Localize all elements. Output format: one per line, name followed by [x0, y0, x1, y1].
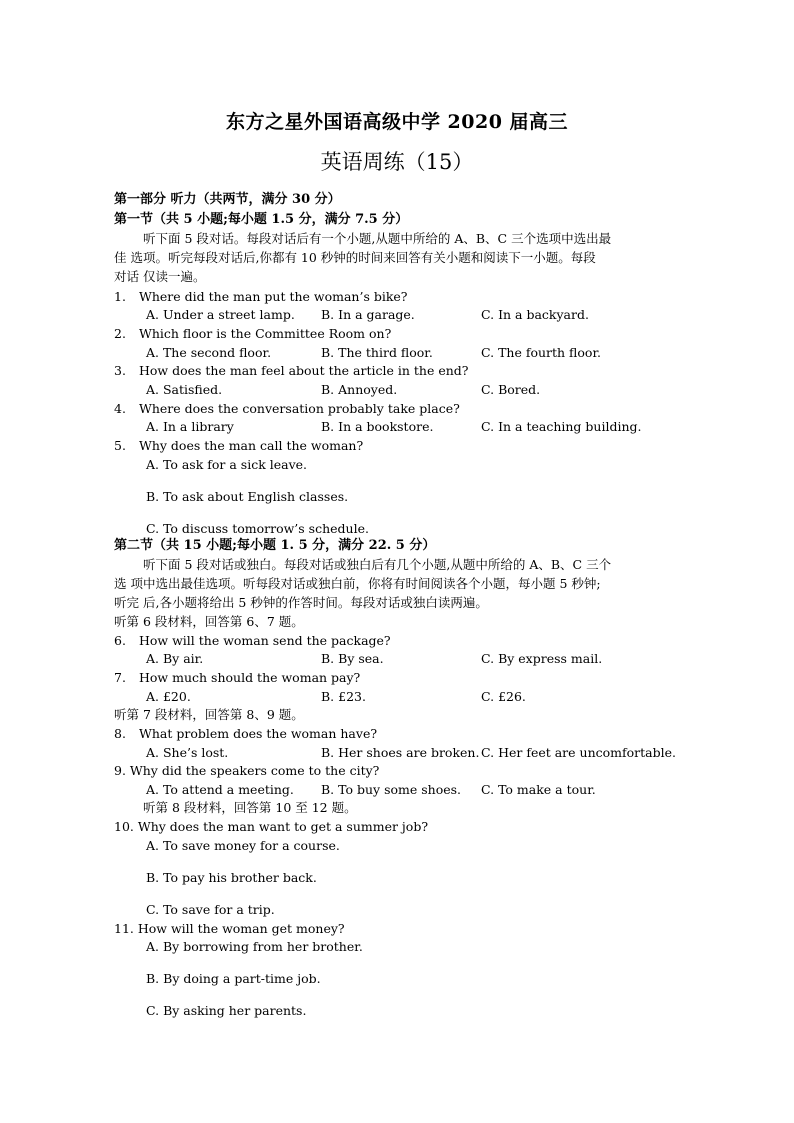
option-a: A. She’s lost.: [146, 745, 229, 760]
section1-instruction: 佳 选项。听完每段对话后,你都有 10 秒钟的时间来回答有关小题和阅读下一小题。每段: [114, 250, 596, 265]
question-number: 1.: [114, 289, 126, 304]
option-b: B. Annoyed.: [321, 382, 398, 397]
option-b: B. To ask about English classes.: [146, 489, 349, 504]
section2-instruction: 听完 后,各小题将给出 5 秒钟的作答时间。每段对话或独白读两遍。: [114, 595, 488, 610]
option-c: C. By asking her parents.: [146, 1003, 307, 1018]
option-b: B. £23.: [321, 689, 366, 704]
section1-title: 第一节（共 5 小题;每小题 1.5 分，满分 7.5 分）: [114, 212, 409, 227]
option-b: B. By doing a part-time job.: [146, 971, 321, 986]
option-b: B. In a garage.: [321, 307, 415, 322]
question-text: How will the woman send the package?: [139, 633, 391, 648]
question-text: Where does the conversation probably take place?: [139, 401, 460, 416]
material-heading: 听第 8 段材料，回答第 10 至 12 题。: [143, 800, 357, 815]
part1-title: 第一部分 听力（共两节，满分 30 分）: [114, 192, 341, 207]
option-c: C. In a backyard.: [481, 307, 589, 322]
option-a: A. To save money for a course.: [146, 838, 340, 853]
section2-instruction: 选 项中选出最佳选项。听每段对话或独白前，你将有时间阅读各个小题，每小题 5 秒钟;: [114, 576, 601, 591]
option-c: C. The fourth floor.: [481, 345, 602, 360]
question-text: Why does the man call the woman?: [139, 438, 364, 453]
option-b: B. In a bookstore.: [321, 419, 434, 434]
material-heading: 听第 6 段材料，回答第 6、7 题。: [114, 614, 304, 629]
question-number: 3.: [114, 363, 126, 378]
option-a: A. £20.: [146, 689, 191, 704]
section2-instruction: 听下面 5 段对话或独白。每段对话或独白后有几个小题,从题中所给的 A、B、C 三个: [143, 557, 612, 572]
option-a: A. To attend a meeting.: [146, 782, 294, 797]
school-title: 东方之星外国语高级中学 2020 届高三: [225, 111, 569, 133]
option-a: A. Satisfied.: [146, 382, 223, 397]
option-a: A. To ask for a sick leave.: [146, 457, 308, 472]
section2-title: 第二节（共 15 小题;每小题 1. 5 分，满分 22. 5 分）: [114, 538, 436, 553]
option-a: A. In a library: [146, 419, 234, 434]
question-text: 11. How will the woman get money?: [114, 921, 345, 936]
option-a: A. By borrowing from her brother.: [146, 939, 363, 954]
option-b: B. To buy some shoes.: [321, 782, 462, 797]
question-text: 9. Why did the speakers come to the city?: [114, 763, 380, 778]
option-c: C. To make a tour.: [481, 782, 596, 797]
option-c: C. £26.: [481, 689, 526, 704]
question-text: Where did the man put the woman’s bike?: [139, 289, 408, 304]
question-number: 6.: [114, 633, 126, 648]
section1-instruction: 对话 仅读一遍。: [114, 269, 206, 284]
question-number: 7.: [114, 670, 126, 685]
option-c: C. Her feet are uncomfortable.: [481, 745, 676, 760]
exam-subtitle: 英语周练（15）: [320, 150, 474, 174]
question-text: What problem does the woman have?: [139, 726, 378, 741]
question-number: 2.: [114, 326, 126, 341]
question-text: Which floor is the Committee Room on?: [139, 326, 392, 341]
question-text: 10. Why does the man want to get a summer job?: [114, 819, 429, 834]
option-b: B. Her shoes are broken.: [321, 745, 480, 760]
question-number: 4.: [114, 401, 126, 416]
question-text: How much should the woman pay?: [139, 670, 361, 685]
option-a: A. By air.: [146, 651, 204, 666]
option-b: B. By sea.: [321, 651, 384, 666]
section1-instruction: 听下面 5 段对话。每段对话后有一个小题,从题中所给的 A、B、C 三个选项中选出最: [143, 231, 612, 246]
option-c: C. To save for a trip.: [146, 902, 275, 917]
material-heading: 听第 7 段材料，回答第 8、9 题。: [114, 707, 304, 722]
question-number: 5.: [114, 438, 126, 453]
option-a: A. The second floor.: [146, 345, 272, 360]
option-a: A. Under a street lamp.: [146, 307, 295, 322]
option-c: C. Bored.: [481, 382, 541, 397]
option-c: C. To discuss tomorrow’s schedule.: [146, 521, 369, 536]
option-c: C. By express mail.: [481, 651, 603, 666]
question-number: 8.: [114, 726, 126, 741]
option-b: B. The third floor.: [321, 345, 433, 360]
question-text: How does the man feel about the article in the end?: [139, 363, 469, 378]
option-b: B. To pay his brother back.: [146, 870, 317, 885]
option-c: C. In a teaching building.: [481, 419, 642, 434]
